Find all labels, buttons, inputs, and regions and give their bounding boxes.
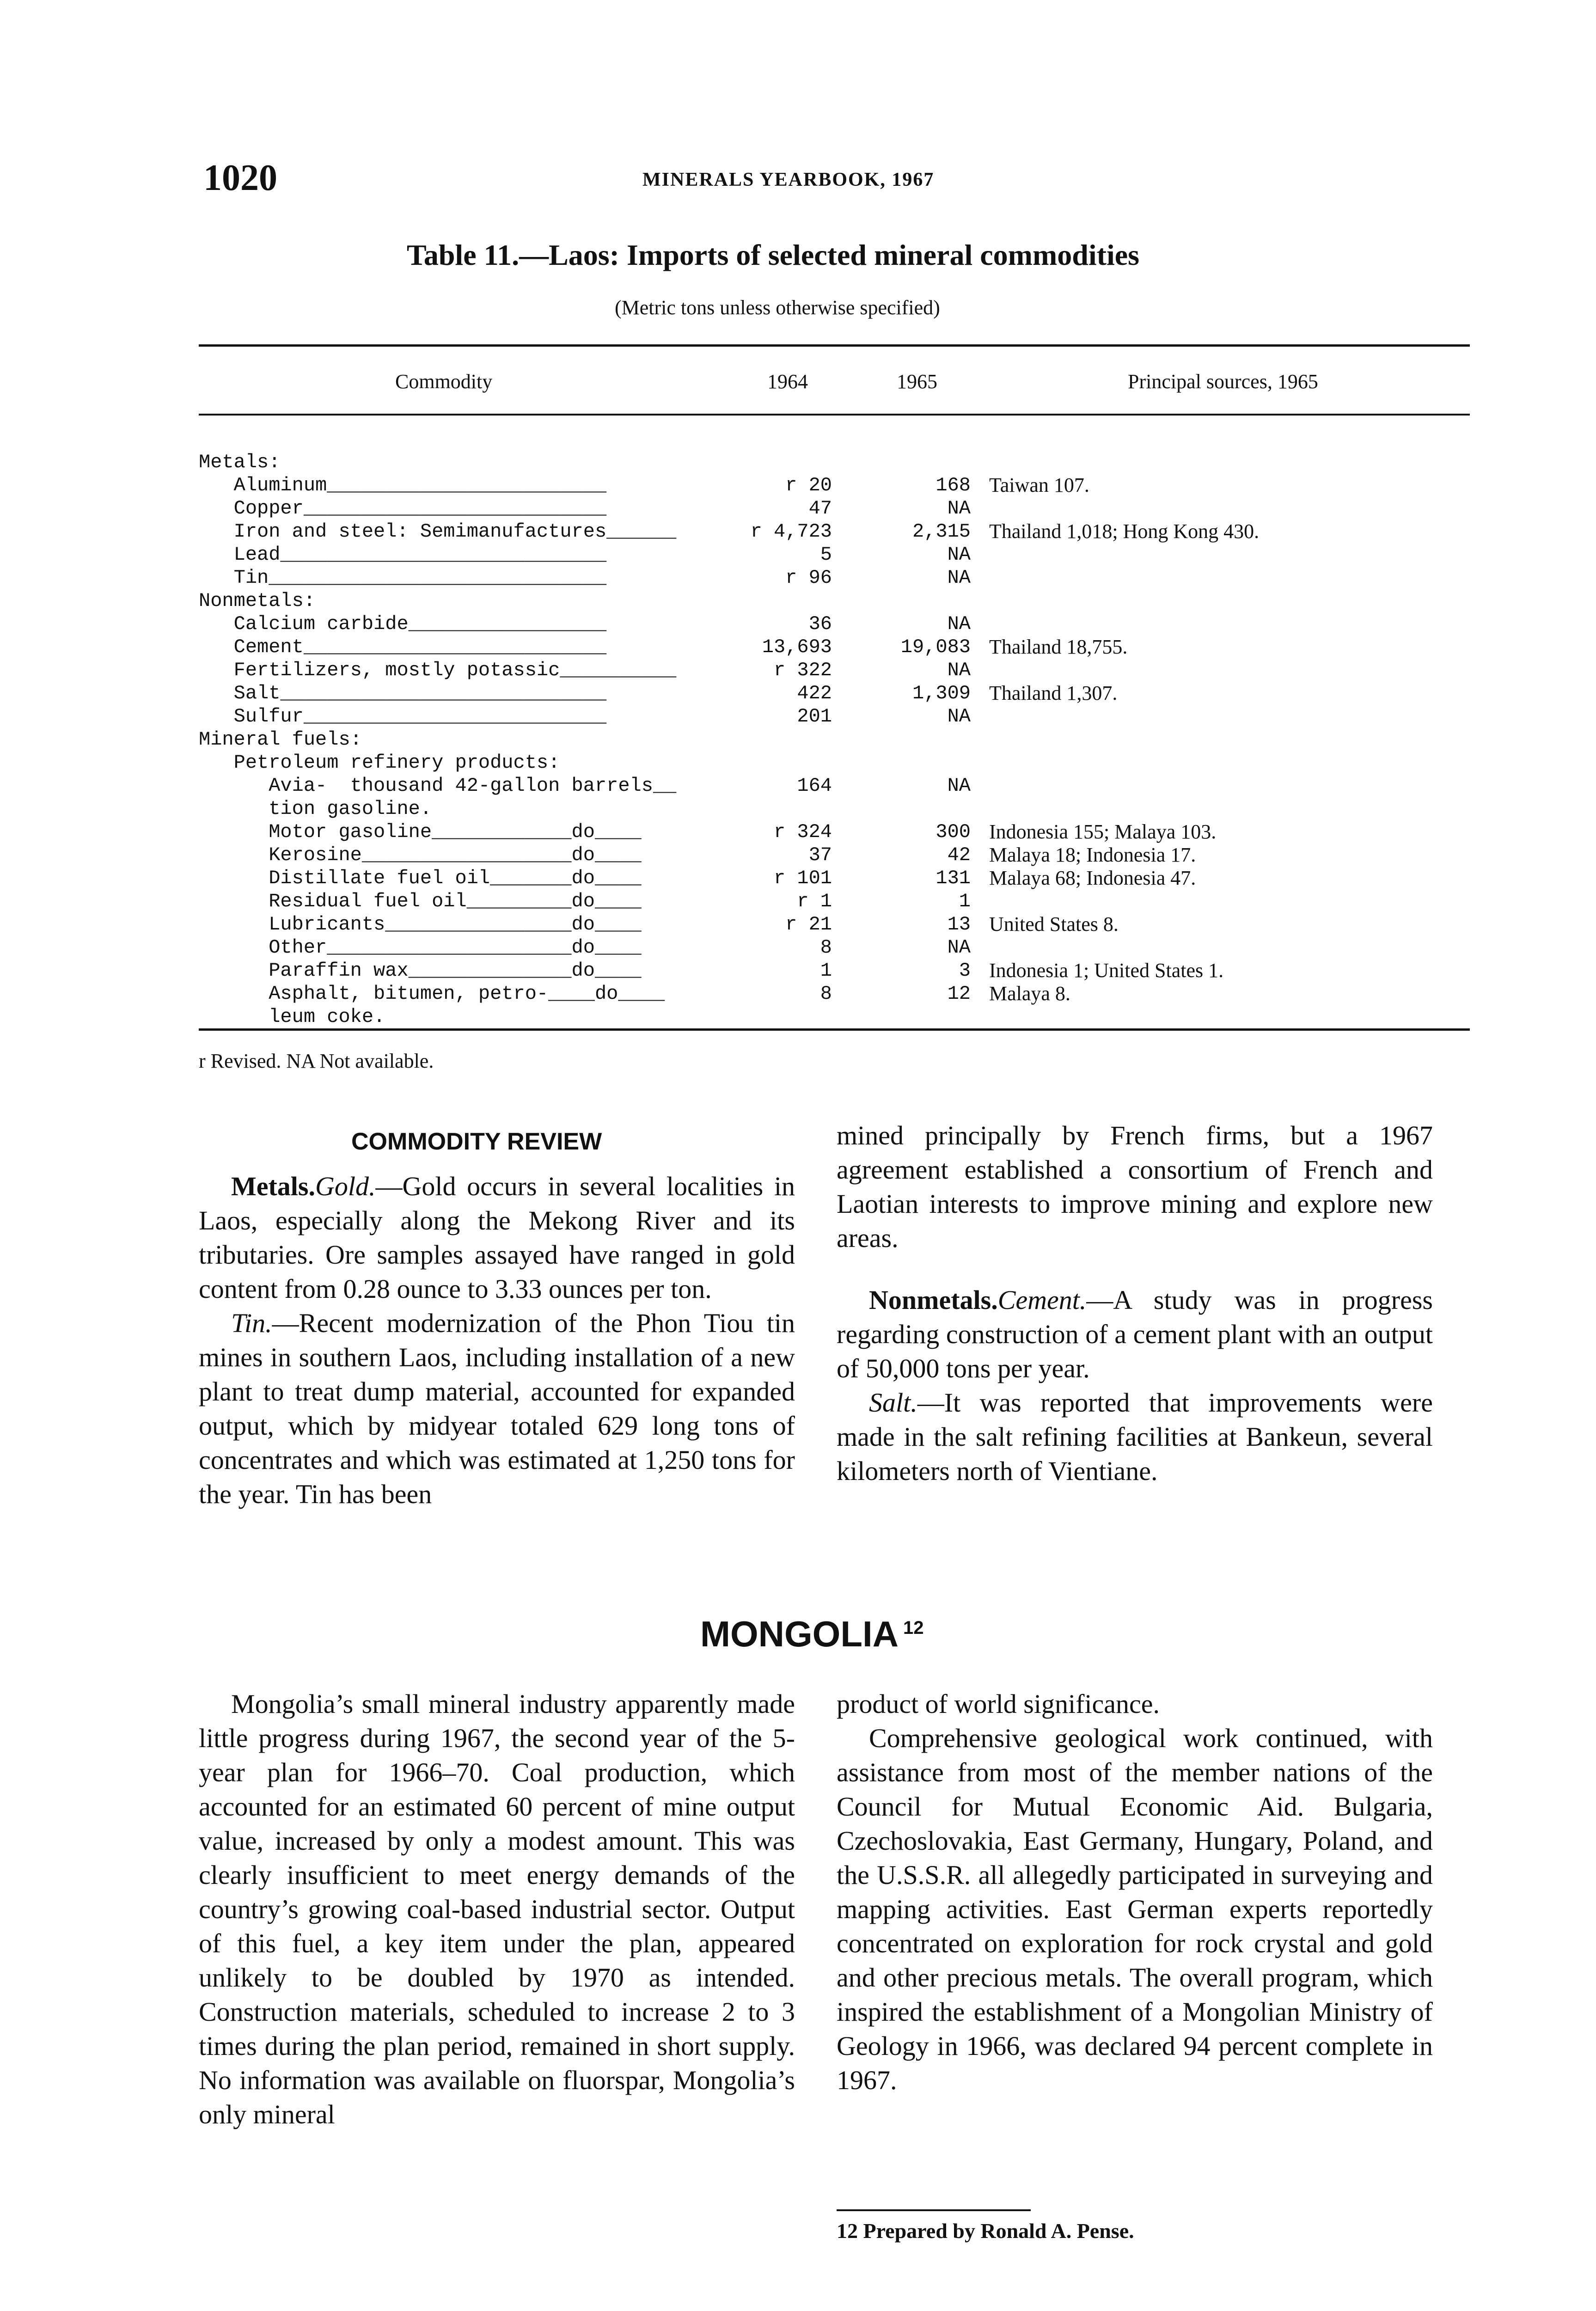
running-head: MINERALS YEARBOOK, 1967 [642, 169, 935, 190]
table-cell-1965: NA [947, 705, 971, 728]
table-cell-1965: NA [947, 497, 971, 520]
table-cell-sources: Malaya 18; Indonesia 17. [989, 844, 1196, 866]
table-row-label: Lead____________________________ [199, 544, 607, 566]
mongolia-heading [700, 1613, 923, 1655]
table-cell-1965: 1 [959, 890, 971, 912]
table-cell-1964: r 322 [773, 659, 832, 681]
table-cell-sources: Thailand 1,307. [989, 682, 1118, 704]
table-cell-1964: 422 [797, 682, 832, 704]
col-head-commodity: Commodity [395, 370, 493, 393]
table-cell-sources: Taiwan 107. [989, 474, 1089, 496]
table-cell-1964: r 4,723 [750, 520, 832, 543]
salt-text: —It was reported that improvements were made in the salt refining facilities at Bankeun, several kilometers north of Vientiane. [837, 1388, 1433, 1486]
mongolia-footnote-ref: 12 [903, 1618, 924, 1638]
table-cell-sources: Indonesia 1; United States 1. [989, 959, 1224, 982]
gold-text: —Gold occurs in several localities in Laos, especially along the Mekong River and its tributaries. Ore samples assayed have ranged in gold content from 0.28 ounce to 3.33 ounces per ton. [199, 1171, 795, 1304]
table-cell-sources: Malaya 68; Indonesia 47. [989, 867, 1196, 889]
table-row-label: Calcium carbide_________________ [199, 613, 607, 635]
mongolia-paragraph-1: Mongolia’s small mineral industry apparently made little progress during 1967, the second year of the 5-year plan for 1966–70. Coal production, which accounted for an estimated 60 percent of mine output value, increased by only a modest amount. This was clearly insufficient to meet energy demands of the country’s growing coal-based industrial sector. Output of this fuel, a key item under the plan, appeared unlikely to be doubled by 1970 as intended. Construction materials, scheduled to increase 2 to 3 times during the plan period, remained in short supply. No information was available on fluorspar, Mongolia’s only mineral [199, 1689, 795, 2129]
review-left-column [199, 1169, 795, 1511]
table-row-label: leum coke. [199, 1006, 385, 1028]
table-cell-1964: r 96 [785, 567, 832, 589]
table-cell-1964: 36 [808, 613, 832, 635]
table-cell-1964: r 21 [785, 913, 832, 935]
table-cell-1964: r 20 [785, 474, 832, 496]
table-cell-1965: 12 [947, 983, 971, 1005]
table-row-label: Petroleum refinery products: [199, 752, 560, 774]
col-head-1965: 1965 [897, 370, 937, 393]
tin-paragraph [199, 1306, 795, 1511]
table-cell-sources: United States 8. [989, 913, 1119, 935]
table-cell-1964: 13,693 [762, 636, 832, 658]
tin-continued: mined principally by French firms, but a 1967 agreement established a consortium of French and Laotian interests to improve mining and explore new areas. [837, 1120, 1433, 1253]
table-cell-1964: r 324 [773, 821, 832, 843]
cement-text: —A study was in progress regarding construction of a cement plant with an output of 50,000 tons per year. [837, 1285, 1433, 1383]
table-cell-1964: 1 [820, 960, 832, 982]
table-cell-1965: NA [947, 544, 971, 566]
table-cell-sources: Indonesia 155; Malaya 103. [989, 820, 1217, 843]
gold-paragraph [199, 1169, 795, 1306]
footnote: 12 Prepared by Ronald A. Pense. [837, 2219, 1134, 2243]
table-row-label: Copper__________________________ [199, 497, 607, 520]
cement-lead: Cement. [997, 1285, 1087, 1315]
table-cell-1964: 8 [820, 936, 832, 959]
table-cell-1965: NA [947, 775, 971, 797]
table-cell-sources: Malaya 8. [989, 982, 1070, 1005]
table-cell-1964: 5 [820, 544, 832, 566]
table-subtitle: (Metric tons unless otherwise specified) [615, 296, 940, 319]
table-row-label: Avia- thousand 42-gallon barrels__ [199, 775, 677, 797]
table-cell-1964: r 1 [797, 890, 832, 912]
table-row-label: Metals: [199, 451, 281, 473]
salt-paragraph [837, 1386, 1433, 1488]
table-cell-sources: Thailand 18,755. [989, 636, 1128, 658]
table-cell-1965: NA [947, 936, 971, 959]
table-row-label: Other_____________________do____ [199, 936, 642, 959]
table-cell-1965: NA [947, 567, 971, 589]
table-cell-1964: 47 [808, 497, 832, 520]
table-row-label: Motor gasoline____________do____ [199, 821, 642, 843]
table-cell-sources: Thailand 1,018; Hong Kong 430. [989, 520, 1260, 543]
page-number: 1020 [203, 158, 277, 198]
mongolia-left-column [199, 1687, 795, 2132]
table-row-label: Nonmetals: [199, 590, 316, 612]
table-row-label: Cement__________________________ [199, 636, 607, 658]
table-header-rule [199, 414, 1470, 416]
nonmetals-lead: Nonmetals. [869, 1285, 998, 1315]
table-cell-1965: 300 [936, 821, 971, 843]
table-row-label: tion gasoline. [199, 798, 432, 820]
review-right-column [837, 1119, 1433, 1488]
table-cell-1965: 42 [947, 844, 971, 866]
table-cell-1964: 8 [820, 983, 832, 1005]
gold-lead: Gold. [315, 1171, 376, 1201]
table-cell-1964: 201 [797, 705, 832, 728]
mongolia-paragraph-1-continued: product of world significance. [837, 1689, 1160, 1719]
cement-paragraph [837, 1283, 1433, 1386]
salt-lead: Salt. [869, 1388, 917, 1418]
table-row-label: Asphalt, bitumen, petro-____do____ [199, 983, 665, 1005]
table-row-label: Iron and steel: Semimanufactures______ [199, 520, 677, 543]
tin-lead: Tin. [231, 1308, 272, 1338]
mongolia-title: MONGOLIA [700, 1614, 899, 1654]
table-top-rule [199, 344, 1470, 347]
table-cell-1965: NA [947, 659, 971, 681]
table-row-label: Tin_____________________________ [199, 567, 607, 589]
table-cell-1965: 13 [947, 913, 971, 935]
table-footnote: r Revised. NA Not available. [199, 1050, 434, 1072]
col-head-1964: 1964 [767, 370, 808, 393]
table-cell-1965: 19,083 [900, 636, 971, 658]
table-row-label: Sulfur__________________________ [199, 705, 607, 728]
table-cell-1965: 3 [959, 960, 971, 982]
table-cell-1964: r 101 [773, 867, 832, 889]
table-bottom-rule [199, 1028, 1470, 1031]
table-cell-1965: 131 [936, 867, 971, 889]
table-cell-1964: 37 [808, 844, 832, 866]
table-row-label: Kerosine__________________do____ [199, 844, 642, 866]
table-row-label: Distillate fuel oil_______do____ [199, 867, 642, 889]
metals-lead: Metals. [231, 1171, 315, 1201]
table-row-label: Aluminum________________________ [199, 474, 607, 496]
mongolia-right-column [837, 1687, 1433, 2097]
table-cell-1965: NA [947, 613, 971, 635]
commodity-review-heading: COMMODITY REVIEW [351, 1128, 602, 1155]
table-cell-1964: 164 [797, 775, 832, 797]
table-cell-1965: 2,315 [912, 520, 971, 543]
mongolia-paragraph-2: Comprehensive geological work continued, with assistance from most of the member nations of the Council for Mutual Economic Aid. Bulgaria, Czechoslovakia, East Germany, Hungary, Poland, and the U.S.S.R. all allegedly participated in surveying and mapping activities. East German experts reportedly concentrated on exploration for rock crystal and gold and other precious metals. The overall program, which inspired the establishment of a Mongolian Ministry of Geology in 1966, was declared 94 percent complete in 1967. [837, 1723, 1433, 2095]
tin-text: —Recent modernization of the Phon Tiou tin mines in southern Laos, including installation of a new plant to treat dump material, accounted for expanded output, which by midyear totaled 629 long tons of concentrates and which was estimated at 1,250 tons for the year. Tin has been [199, 1308, 795, 1509]
table-row-label: Lubricants________________do____ [199, 913, 642, 935]
table-row-label: Salt____________________________ [199, 682, 607, 704]
table-row-label: Mineral fuels: [199, 728, 362, 751]
table-row-label: Paraffin wax______________do____ [199, 960, 642, 982]
table-row-label: Residual fuel oil_________do____ [199, 890, 642, 912]
table-cell-1965: 1,309 [912, 682, 971, 704]
table-cell-1965: 168 [936, 474, 971, 496]
table-row-label: Fertilizers, mostly potassic__________ [199, 659, 677, 681]
col-head-sources: Principal sources, 1965 [1128, 370, 1318, 393]
table-title: Table 11.—Laos: Imports of selected mineral commodities [407, 238, 1140, 271]
footnote-rule [837, 2209, 1031, 2211]
